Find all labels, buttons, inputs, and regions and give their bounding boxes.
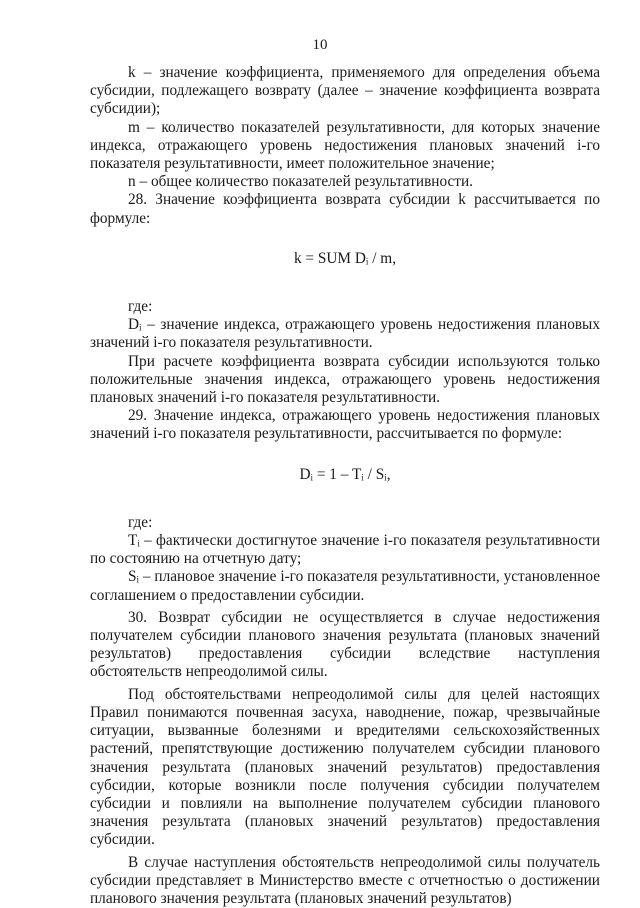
paragraph-28: 28. Значение коэффициента возврата субсидии k рассчитывается по формуле: xyxy=(90,191,600,227)
document-body xyxy=(90,64,600,908)
where-label-2: где: xyxy=(128,513,153,531)
paragraph-29: 29. Значение индекса, отражающего уровень недостижения плановых значений i-го показателя результативности, рассчитывается по формуле: xyxy=(90,407,600,443)
paragraph-force-majeure: Под обстоятельствами непреодолимой силы для целей настоящих Правил понимаются почвенная засуха, наводнение, пожар, чрезвычайные ситуации, вызванные болезнями и вредителями сельскохозяйственных растений, препятствующие достижению получателем субсидии планового значения результата (плановых значений результатов) предоставления субсидии, которые возникли после получения субсидии получателем субсидии и повлияли на выполнение получателем субсидии планового значения результата (плановых значений результатов) предоставления субсидии. xyxy=(90,685,600,849)
paragraph-n-definition: n – общее количество показателей результативности. xyxy=(128,173,473,191)
paragraph-k-definition: k – значение коэффициента, применяемого для определения объема субсидии, подлежащего возврату (далее – значение коэффициента возврата субсидии); xyxy=(90,64,600,118)
paragraph-30: 30. Возврат субсидии не осуществляется в случае недостижения получателем субсидии планового значения результата (плановых значений результатов) предоставления субсидии вследствие наступления обстоятельств непреодолимой силы. xyxy=(90,608,600,681)
paragraph-t-definition: Tᵢ – фактически достигнутое значение i-го показателя результативности по состоянию на отчетную дату; xyxy=(90,532,600,568)
formula-d: Dᵢ = 1 – Tᵢ / Sᵢ, xyxy=(299,465,391,483)
paragraph-force-majeure-report: В случае наступления обстоятельств непреодолимой силы получатель субсидии представляет в Министерство вместе с отчетностью о достижении планового значения результата (плановых значений результатов) xyxy=(90,853,600,907)
formula-k: k = SUM Dᵢ / m, xyxy=(293,249,397,267)
paragraph-m-definition: m – количество показателей результативности, для которых значение индекса, отражающего уровень недостижения плановых значений i-го показателя результативности, имеет положительное значение; xyxy=(90,118,600,173)
page-number: 10 xyxy=(312,37,328,53)
paragraph-s-definition: Sᵢ – плановое значение i-го показателя результативности, установленное соглашением о предоставлении субсидии. xyxy=(90,568,600,604)
paragraph-d-definition: Dᵢ – значение индекса, отражающего уровень недостижения плановых значений i-го показателя результативности. xyxy=(90,316,600,352)
where-label: где: xyxy=(128,298,153,316)
paragraph-positive-values: При расчете коэффициента возврата субсидии используются только положительные значения индекса, отражающего уровень недостижения плановых значений i-го показателя результативности. xyxy=(90,352,600,407)
